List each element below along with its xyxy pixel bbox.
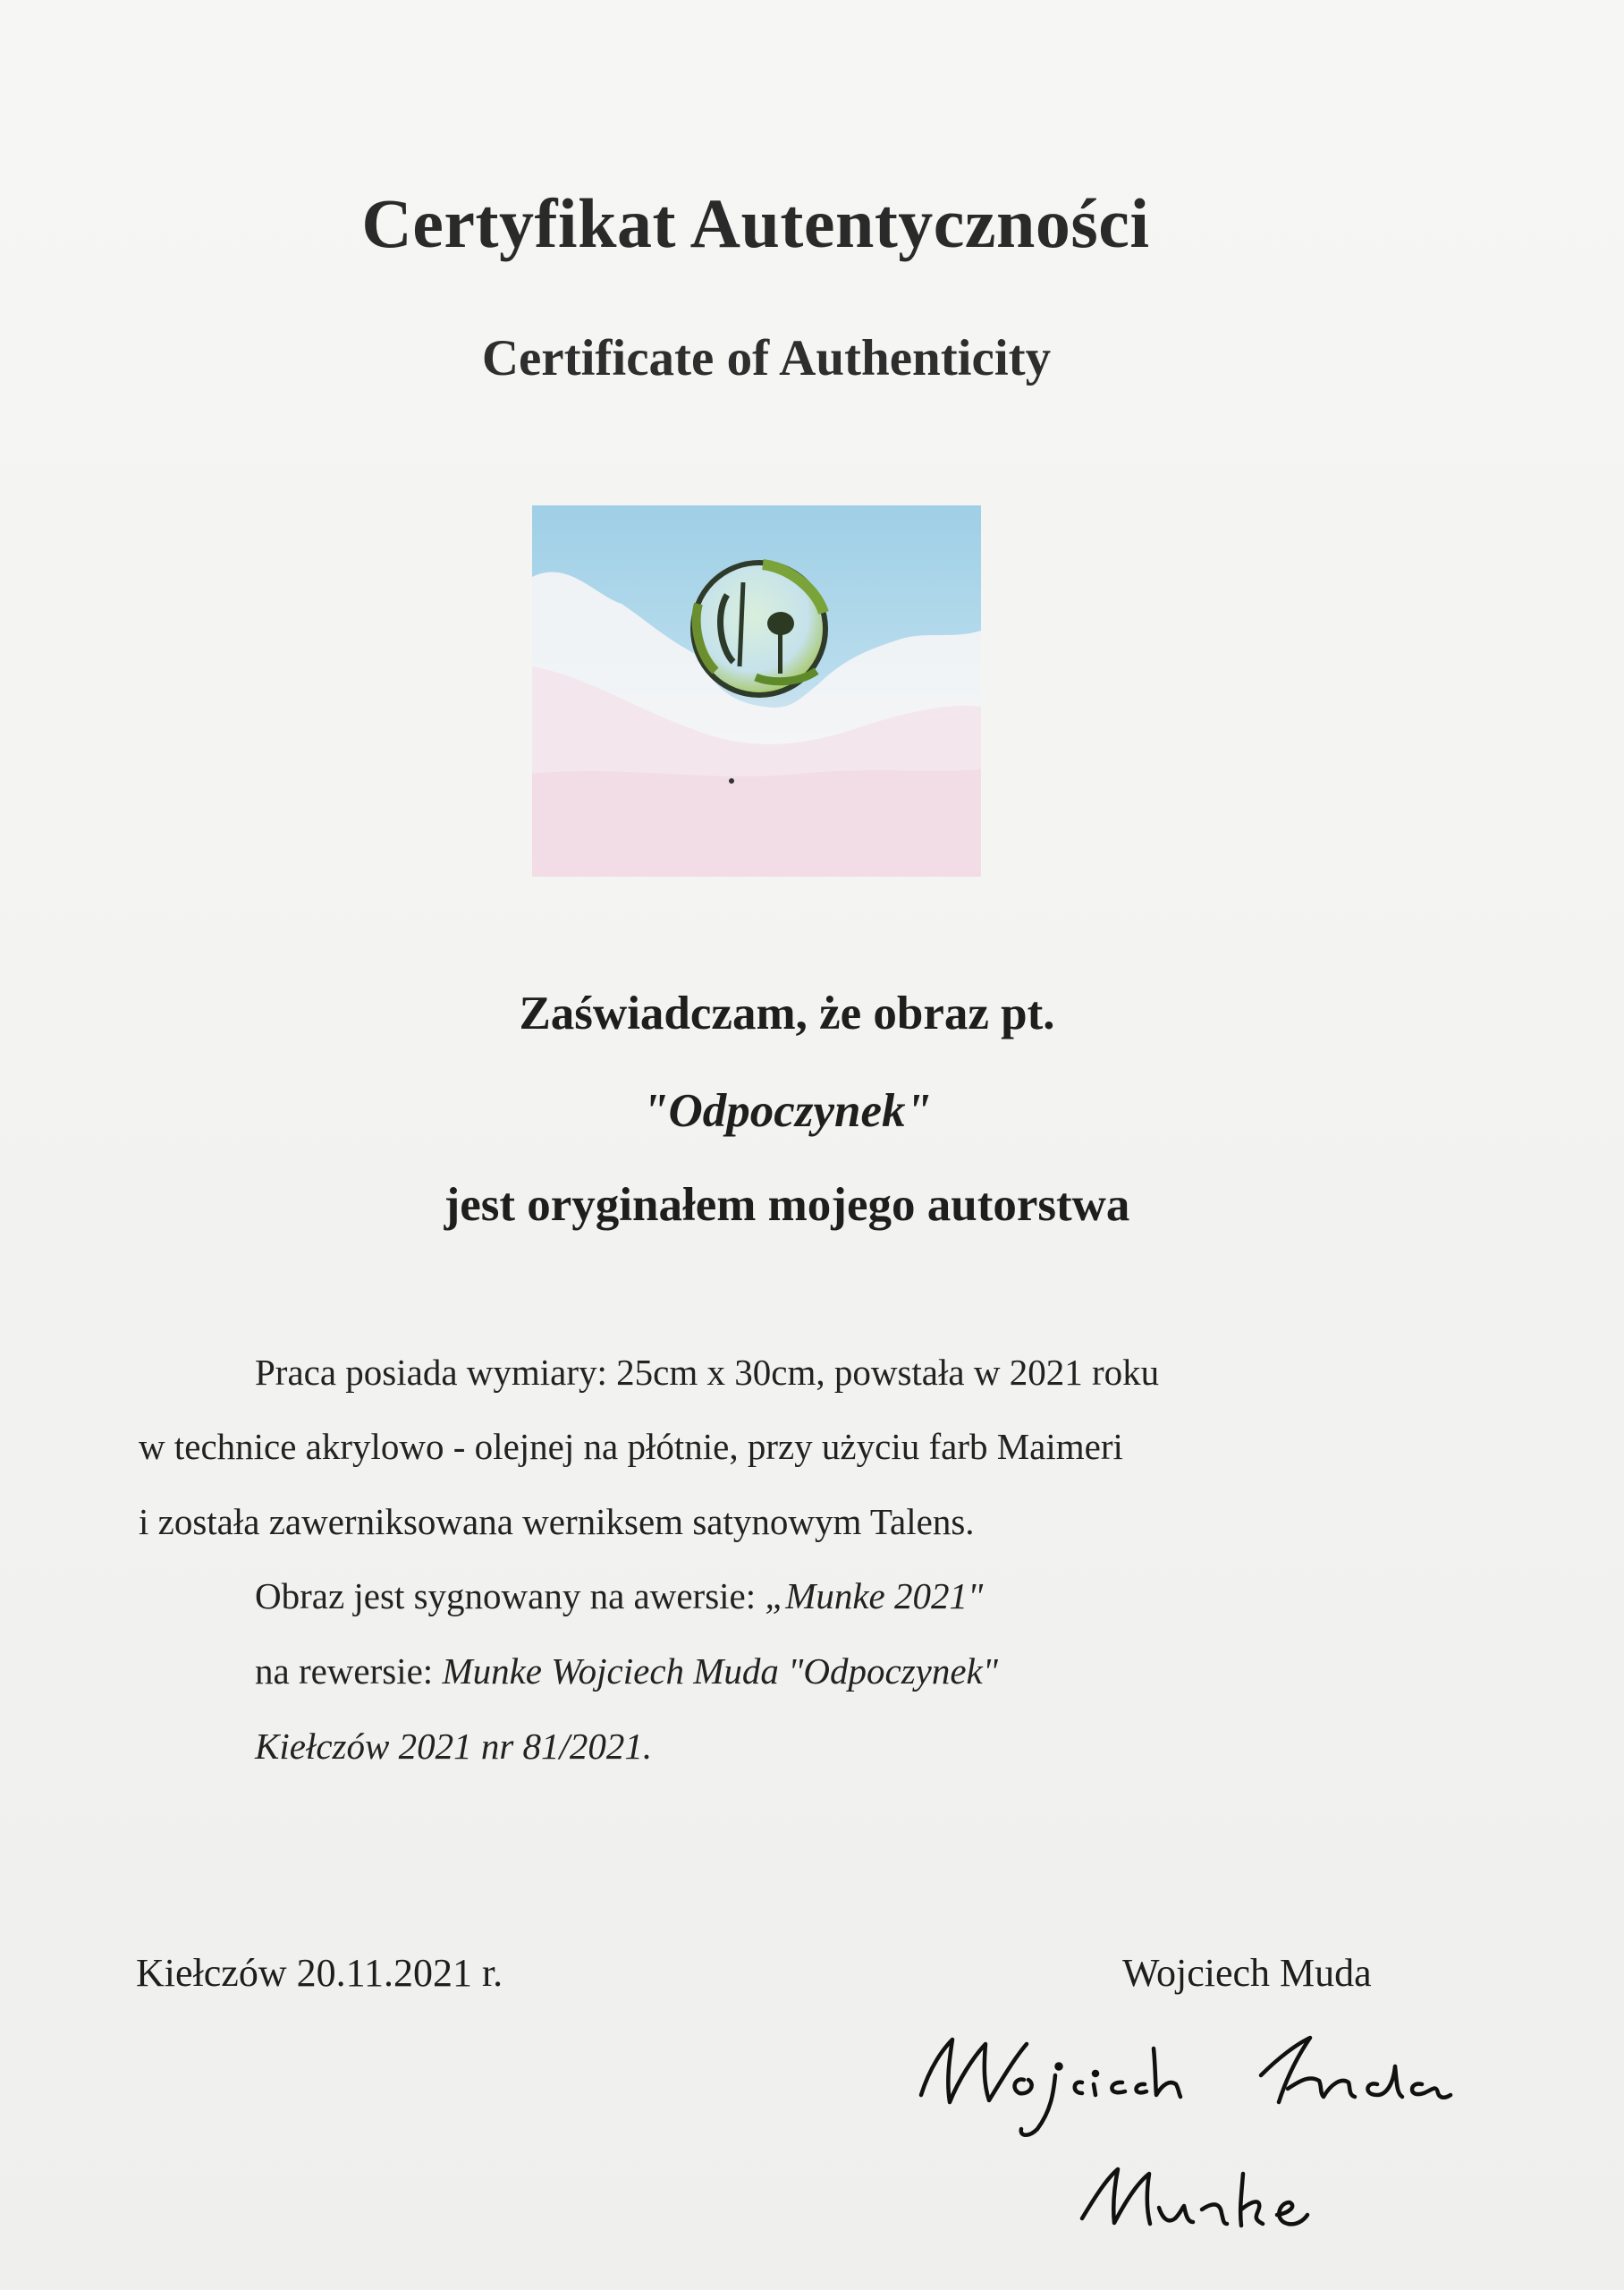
details-line-3: i została zawerniksowana werniksem satynowym Talens. — [139, 1501, 975, 1542]
signer-name: Wojciech Muda — [1122, 1951, 1372, 1995]
handwritten-signature — [903, 1995, 1547, 2263]
details-line-1: Praca posiada wymiary: 25cm x 30cm, powstała w 2021 roku — [255, 1352, 1160, 1393]
details-line-5-prefix: na rewersie: — [255, 1650, 443, 1692]
certificate-title-en: Certificate of Authenticity — [481, 330, 1052, 386]
painting-title: "Odpoczynek" — [642, 1085, 932, 1137]
details-line-4 — [255, 1574, 983, 1617]
statement-line-1: Zaświadczam, że obraz pt. — [519, 988, 1055, 1039]
statement-line-3: jest oryginałem mojego autorstwa — [444, 1179, 1130, 1231]
details-line-5 — [255, 1650, 998, 1692]
back-signature-text: Munke Wojciech Muda "Odpoczynek" — [442, 1650, 998, 1692]
details-line-6: Kiełczów 2021 nr 81/2021. — [255, 1726, 653, 1767]
painting-thumbnail — [532, 505, 981, 877]
front-signature-text: „Munke 2021" — [765, 1575, 984, 1616]
details-line-4-prefix: Obraz jest sygnowany na awersie: — [255, 1575, 765, 1616]
details-line-2: w technice akrylowo - olejnej na płótnie, przy użyciu farb Maimeri — [139, 1426, 1123, 1467]
signature-graphic — [903, 1995, 1547, 2263]
place-date: Kiełczów 20.11.2021 r. — [136, 1951, 503, 1995]
certificate-title-pl: Certyfikat Autentyczności — [361, 184, 1150, 262]
artwork-image — [532, 505, 981, 877]
